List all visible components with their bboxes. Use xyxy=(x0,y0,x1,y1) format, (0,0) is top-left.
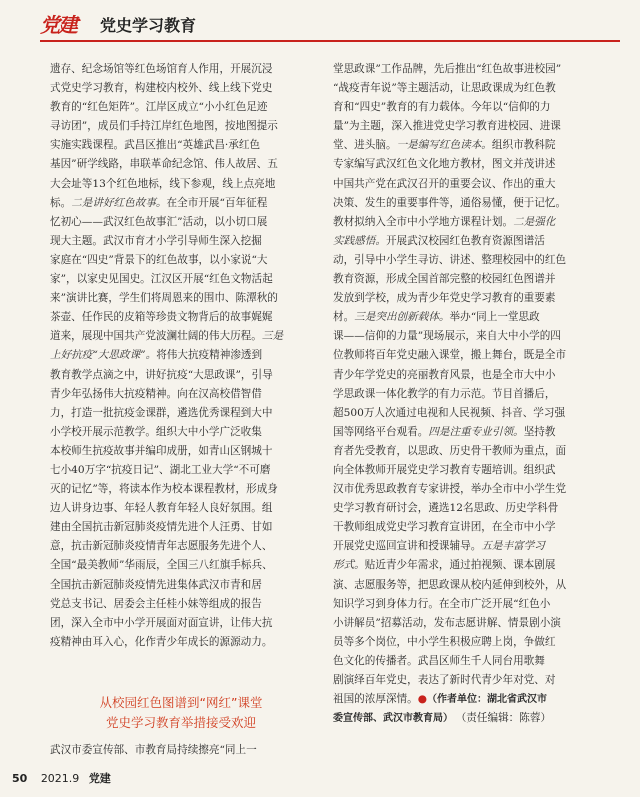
section-subheading: 形式。 xyxy=(333,559,365,572)
text-run: 史学习教育研讨会，遴选12名思政、历史学科骨 xyxy=(333,502,559,515)
left-column-line xyxy=(50,518,312,537)
right-column-line xyxy=(333,461,595,480)
text-run: 组织市教科院 xyxy=(491,139,556,152)
left-column-line xyxy=(50,537,312,556)
text-run: 将伟大抗疫精神渗透到 xyxy=(156,349,263,362)
left-column-line xyxy=(50,117,312,136)
issue-date: 2021.9 xyxy=(40,772,80,785)
left-column-line xyxy=(50,366,312,385)
section-subheading: 二是讲好红色故事。 xyxy=(71,196,167,209)
text-run: 举办“同上一堂思政 xyxy=(449,311,540,324)
text-run: 小学校开展示范教学。组织大中小学广泛收集 xyxy=(50,425,262,438)
section-title: 党史学习教育 xyxy=(100,16,197,35)
text-run: 汉市优秀思政教育专家讲授，举办全市中小学生党 xyxy=(333,483,567,496)
right-column-line xyxy=(333,98,595,117)
right-column-line xyxy=(333,518,595,537)
right-column-line xyxy=(333,366,595,385)
text-run: 忆初心——武汉红色故事汇”活动，以小切口展 xyxy=(50,215,268,228)
right-column-line xyxy=(333,499,595,518)
text-run: 色文化的传播者。武昌区师生千人同台用歌舞 xyxy=(333,654,545,667)
text-run: 教材拟纳入全市中小学地方课程计划。 xyxy=(333,215,514,228)
text-run: 边人讲身边事、年轻人教育年轻人良好氛围。组 xyxy=(50,502,273,515)
text-run: 疫精神由耳入心，化作青少年成长的源源动力。 xyxy=(50,635,273,648)
text-run: 动，引导中小学生寻访、讲述、整理校园中的红色 xyxy=(333,253,567,266)
text-run: 七小40万字“抗疫日记”、湖北工业大学“不可磨 xyxy=(50,463,271,476)
text-run: 知识学习到身体力行。在全市广泛开展“红色小 xyxy=(333,597,551,610)
section-subheading: 三是 xyxy=(261,330,284,343)
text-run: 育者先受教育，以思政、历史骨干教师为重点，面 xyxy=(333,444,567,457)
text-run: 发放到学校，成为青少年党史学习教育的重要素 xyxy=(333,292,556,305)
text-run: 教育的“红色矩阵”。江岸区成立“小小红色足迹 xyxy=(50,101,268,114)
text-run: 祖国的浓厚深情。 xyxy=(333,693,418,706)
left-column-line xyxy=(50,423,312,442)
right-column-line xyxy=(333,79,595,98)
text-run: 力，打造一批抗疫金课群，遴选优秀课程到大中 xyxy=(50,406,273,419)
text-run: 演、志愿服务等，把思政课从校内延伸到校外，从 xyxy=(333,578,567,591)
section-subheading: 四是注重专业引领。 xyxy=(428,425,524,438)
right-column-line xyxy=(333,480,595,499)
text-run: 道来，展现中国共产党波澜壮阔的伟大历程。 xyxy=(50,330,262,343)
text-run: 育和“四史”教育的有力载体。今年以“信仰的力 xyxy=(333,101,551,114)
text-run: 现大主题。武汉市育才小学引导师生深入挖掘 xyxy=(50,234,262,247)
section-subheading: 二是强化 xyxy=(513,215,556,228)
author-affiliation-cont: 委宣传部、武汉市教育局） xyxy=(333,713,453,725)
right-column-line xyxy=(333,117,595,136)
text-run: 决策、发生的重要事件等，通俗易懂，便于记忆。 xyxy=(333,196,567,209)
left-column-line xyxy=(50,614,312,633)
article-headline-line1: 从校园红色图谱到“网红”课堂 xyxy=(99,695,263,710)
left-column-line xyxy=(50,595,312,614)
text-run: 家庭在“四史”背景下的红色故事，以小家说“大 xyxy=(50,253,268,266)
text-run: 小讲解员”招募活动，发布志愿讲解、情景剧小演 xyxy=(333,616,561,629)
right-column-line xyxy=(333,270,595,289)
right-column-line xyxy=(333,537,595,556)
left-column-line xyxy=(50,175,312,194)
text-run: 中国共产党在武汉召开的重要会议、作出的重大 xyxy=(333,177,556,190)
text-run: 意，抗击新冠肺炎疫情青年志愿服务先进个人、 xyxy=(50,540,273,553)
page-number: 50 xyxy=(12,772,28,785)
right-column xyxy=(333,60,595,728)
section-subheading: 上好抗疫“大思政课”。 xyxy=(50,349,157,362)
magazine-logo: 党建 xyxy=(40,13,76,37)
right-column-line xyxy=(333,60,595,79)
left-column-line xyxy=(50,79,312,98)
text-run: 在全市开展“百年征程 xyxy=(166,196,268,209)
text-run: 开展党史巡回宣讲和授课辅导。 xyxy=(333,540,482,553)
text-run: 本校师生抗疫故事并编印成册，如青山区钢城十 xyxy=(50,444,273,457)
right-column-line xyxy=(333,346,595,365)
left-column-line xyxy=(50,442,312,461)
text-run: 实施实践课程。武昌区推出“英雄武昌·承红色 xyxy=(50,139,261,152)
text-run: 课——信仰的力量”现场展示，来自大中小学的四 xyxy=(333,330,561,343)
editor-credit: （责任编辑：陈蓉） xyxy=(461,712,552,725)
left-column-line xyxy=(50,270,312,289)
left-column xyxy=(50,60,312,652)
text-run: 堂思政课”工作品牌，先后推出“红色故事进校园” xyxy=(333,63,562,75)
text-run: 教育教学点滴之中，讲好抗疫“大思政课”，引导 xyxy=(50,368,273,381)
left-column-line xyxy=(50,60,312,79)
page-footer xyxy=(12,770,111,786)
right-column-line xyxy=(333,232,595,251)
text-run: 团，深入全市中小学开展面对面宣讲，让伟大抗 xyxy=(50,616,273,629)
text-run: 学思政课一体化教学的有力示范。节目首播后， xyxy=(333,387,556,400)
author-affiliation: （作者单位：湖北省武汉市 xyxy=(427,694,547,706)
text-run: 贴近青少年需求，通过拍视频、课本剧展 xyxy=(364,559,556,572)
text-run: 剧演绎百年党史，表达了新时代青少年对党、对 xyxy=(333,674,556,686)
left-column-line xyxy=(50,480,312,499)
left-column-line xyxy=(50,461,312,480)
header-divider xyxy=(40,40,620,42)
left-column-line xyxy=(50,251,312,270)
text-run: 家”，以家史见国史。江汉区开展“红色文物活起 xyxy=(50,273,273,286)
left-column-line xyxy=(50,194,312,213)
right-column-line xyxy=(333,652,595,671)
text-run: 来”演讲比赛，学生们将周恩来的围巾、陈潭秋的 xyxy=(50,292,278,305)
left-column-line xyxy=(50,404,312,423)
left-column-line xyxy=(50,327,312,346)
text-run: 超500万人次通过电视和人民视频、抖音、学习强 xyxy=(333,406,566,419)
text-run: 堂、进头脑。 xyxy=(333,139,397,152)
text-run: 员等多个岗位，中小学生积极应聘上岗，争做红 xyxy=(333,635,556,648)
right-column-line xyxy=(333,308,595,327)
text-run: 青少年弘扬伟大抗疫精神。向在汉高校借智借 xyxy=(50,387,262,400)
text-run: 位教师将百年党史融入课堂，搬上舞台，既是全市 xyxy=(333,349,567,362)
text-run: 量”为主题，深入推进党史学习教育进校园、进课 xyxy=(333,120,561,133)
right-column-line xyxy=(333,709,595,728)
right-column-line xyxy=(333,385,595,404)
text-run: 专家编写武汉红色文化地方教材，图文并茂讲述 xyxy=(333,158,556,171)
text-run: 全国抗击新冠肺炎疫情先进集体武汉市青和居 xyxy=(50,578,262,591)
text-run: 茶壶、任作民的皮箱等珍贵文物背后的故事娓娓 xyxy=(50,311,273,324)
text-run: 材。 xyxy=(333,311,355,324)
section-subheading: 一是编写红色读本。 xyxy=(396,139,492,152)
right-column-line xyxy=(333,595,595,614)
text-run: 坚持教 xyxy=(523,425,556,438)
text-run: 国等网络平台观看。 xyxy=(333,425,429,438)
right-column-line xyxy=(333,194,595,213)
right-column-line xyxy=(333,213,595,232)
text-run: 式党史学习教育，构建校内校外、线上线下党史 xyxy=(50,82,273,95)
right-column-line xyxy=(333,633,595,652)
page-header xyxy=(0,0,640,50)
right-column-line xyxy=(333,175,595,194)
text-run: 干教师组成党史学习教育宣讲团，在全市中小学 xyxy=(333,521,556,534)
text-run: 寻访团”，成员们手持江岸红色地图，按地图提示 xyxy=(50,120,278,133)
right-column-line xyxy=(333,690,595,709)
left-column-line xyxy=(50,556,312,575)
text-run: 灭的记忆”等，将读本作为校本课程教材，形成身 xyxy=(50,483,278,496)
right-column-line xyxy=(333,576,595,595)
right-column-line xyxy=(333,327,595,346)
text-run: 基因”研学线路，串联革命纪念馆、伟人故居、五 xyxy=(50,158,278,171)
right-column-line xyxy=(333,136,595,155)
text-run: 建由全国抗击新冠肺炎疫情先进个人汪勇、甘如 xyxy=(50,521,273,534)
right-column-line xyxy=(333,556,595,575)
right-column-line xyxy=(333,423,595,442)
text-run: 向全体教师开展党史学习教育专题培训。组织武 xyxy=(333,463,556,476)
left-column-line xyxy=(50,289,312,308)
text-run: 教育资源，形成全国首部完整的校园红色图谱并 xyxy=(333,273,556,286)
section-subheading: 五是丰富学习 xyxy=(481,540,545,553)
left-column-line xyxy=(50,633,312,652)
text-run: 全国“最美教师”华雨辰，全国三八红旗手标兵、 xyxy=(50,559,273,572)
left-column-line xyxy=(50,136,312,155)
right-column-line xyxy=(333,442,595,461)
text-run: 标。 xyxy=(50,196,72,209)
text-run: 党总支书记、居委会主任桂小妹等组成的报告 xyxy=(50,597,262,610)
left-column-line xyxy=(50,232,312,251)
left-column-line xyxy=(50,385,312,404)
right-column-line xyxy=(333,289,595,308)
right-column-line xyxy=(333,251,595,270)
left-column-line xyxy=(50,346,312,365)
left-column-line xyxy=(50,499,312,518)
left-column-line xyxy=(50,213,312,232)
end-mark: ● xyxy=(417,693,427,706)
text-run: 大会址等13个红色地标，线下参观，线上点亮地 xyxy=(50,177,276,190)
text-run: “战疫青年说”等主题活动，让思政课成为红色教 xyxy=(333,82,556,95)
section-subheading: 三是突出创新载体。 xyxy=(354,311,450,324)
article-lead xyxy=(50,741,312,760)
article-lead-text: 武汉市委宣传部、市教育局持续擦亮“同上一 xyxy=(50,744,257,756)
article-headline-line2: 党史学习教育举措接受欢迎 xyxy=(105,715,256,730)
right-column-line xyxy=(333,155,595,174)
right-column-line xyxy=(333,671,595,690)
left-column-line xyxy=(50,576,312,595)
left-column-line xyxy=(50,98,312,117)
magazine-name: 党建 xyxy=(88,772,111,785)
text-run: 遗存、纪念场馆等红色场馆育人作用，开展沉浸 xyxy=(50,63,273,75)
left-column-line xyxy=(50,155,312,174)
text-run: 开展武汉校园红色教育资源图谱活 xyxy=(385,234,545,247)
left-column-line xyxy=(50,308,312,327)
text-run: 青少年学党史的亮丽教育风景，也是全市大中小 xyxy=(333,368,556,381)
right-column-line xyxy=(333,404,595,423)
right-column-line xyxy=(333,614,595,633)
section-subheading: 实践感悟。 xyxy=(333,234,386,247)
